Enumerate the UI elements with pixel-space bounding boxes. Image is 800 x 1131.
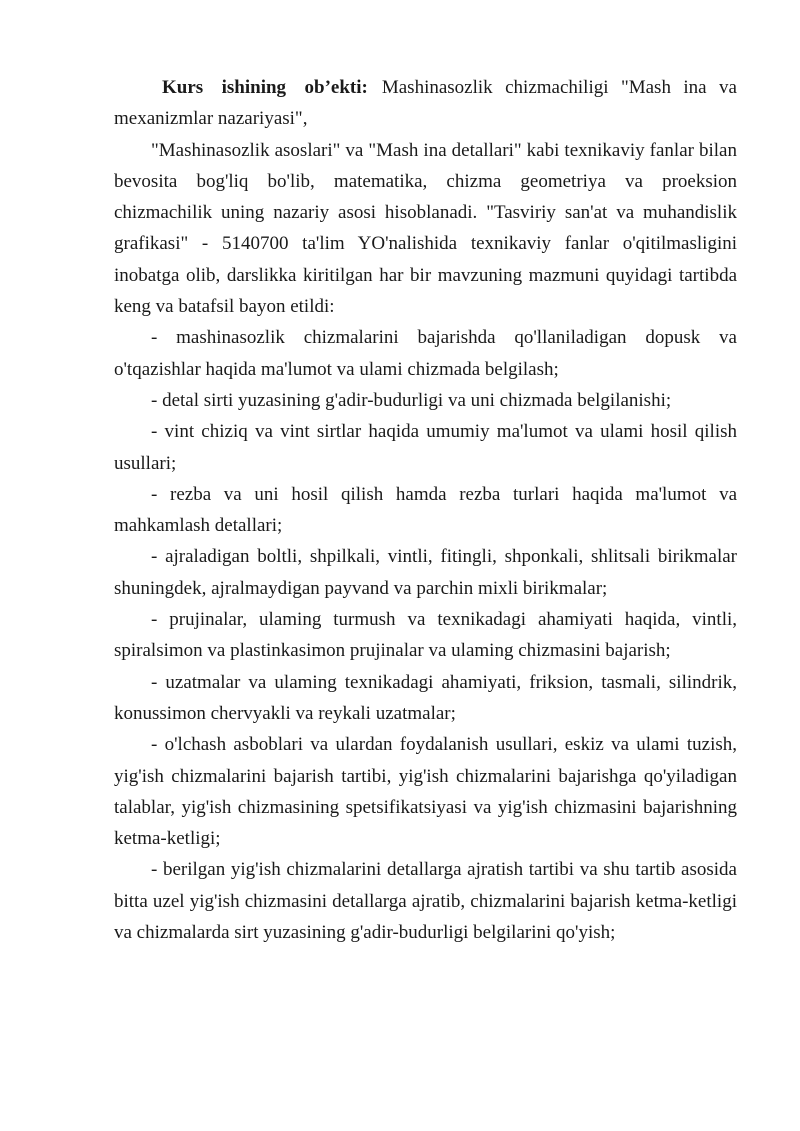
intro-lead: Kurs ishining ob’ekti:: [162, 77, 368, 98]
document-body: [114, 72, 737, 948]
intro-text: Mashinasozlik chizmachiligi "Mash ina va mexanizmlar nazariyasi",: [114, 77, 737, 130]
intro-paragraph: [114, 72, 737, 135]
list-item-roughness: - detal sirti yuzasining g'adir-budurligi va uni chizmada belgilanishi;: [151, 389, 672, 411]
list-item-dopusk: - mashinasozlik chizmalarini bajarishda qo'llaniladigan dopusk va o'tqazishlar haqida ma'lumot va ulami chizmada belgilash;: [114, 327, 737, 380]
list-item-gears: - uzatmalar va ulaming texnikadagi ahamiyati, friksion, tasmali, silindrik, konussimon chervyakli va reykali uzatmalar;: [114, 671, 737, 724]
list-item-measuring: - o'lchash asboblari va ulardan foydalanish usullari, eskiz va ulami tuzish, yig'ish chizmalarini bajarish tartibi, yig'ish chizmalarini bajarishga qo'yiladigan talablar, yig'ish chizmasining spetsifikatsiyasi va yig'ish chizmasini bajarishning ketma-ketligi;: [114, 734, 737, 850]
list-item-springs: - prujinalar, ulaming turmush va texnikadagi ahamiyati haqida, vintli, spiralsimon va plastinkasimon prujinalar va ulaming chizmasini bajarish;: [114, 609, 737, 662]
paragraph-description: "Mashinasozlik asoslari" va "Mash ina detallari" kabi texnikaviy fanlar bilan bevosita bog'liq bo'lib, matematika, chizma geometriya va proeksion chizmachilik uning nazariy asosi hisoblanadi. "Tasviriy san'at va muhandislik grafikasi" - 5140700 ta'lim YO'nalishida texnikaviy fanlar o'qitilmasligini inobatga olib, darslikka kiritilgan har bir mavzuning mazmuni quyidagi tartibda keng va batafsil bayon etildi:: [114, 139, 737, 318]
list-item-screw-line: - vint chiziq va vint sirtlar haqida umumiy ma'lumot va ulami hosil qilish usullari;: [114, 421, 737, 474]
list-item-thread: - rezba va uni hosil qilish hamda rezba turlari haqida ma'lumot va mahkamlash detallari;: [114, 483, 737, 537]
list-item-assembly: - berilgan yig'ish chizmalarini detallarga ajratish tartibi va shu tartib asosida bitta uzel yig'ish chizmasini detallarga ajratib, chizmalarini bajarish ketma-ketligi va chizmalarda sirt yuzasining g'adir-budurligi belgilarini qo'yish;: [114, 859, 737, 944]
list-item-joints: - ajraladigan boltli, shpilkali, vintli, fitingli, shponkali, shlitsali birikmalar shuningdek, ajralmaydigan payvand va parchin mixli birikmalar;: [114, 546, 737, 599]
